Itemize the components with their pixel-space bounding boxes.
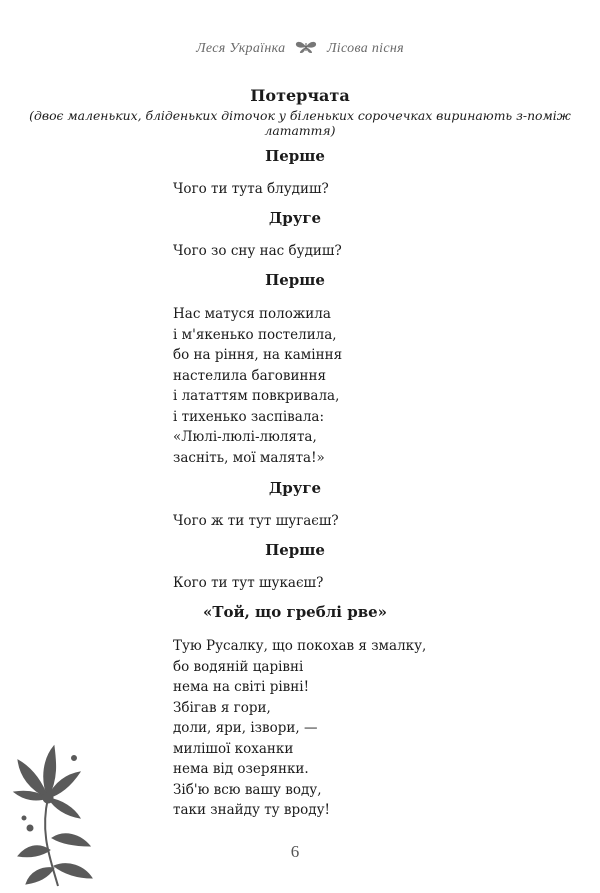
verse-line: доли, яри, ізвори, — <box>173 720 318 736</box>
verse-line: Кого ти тут шукаєш? <box>173 575 324 591</box>
scene-title: Потерчата <box>250 86 350 105</box>
verse-line: Тую Русалку, що покохав я змалку, <box>173 638 427 654</box>
verse-line: «Люлі-люлі-люлята, <box>173 429 317 445</box>
verse-block <box>173 636 426 821</box>
verse-line: Збігав я гори, <box>173 699 271 716</box>
stage-direction: (двоє маленьких, бліденьких діточок у біленьких сорочечках виринають з-поміж латаття) <box>29 108 571 138</box>
verse-line: Нас матуся положила <box>173 306 331 322</box>
verse-line: нема від озерянки. <box>173 761 309 777</box>
verse-line: таки знайду ту вроду! <box>173 802 330 818</box>
speaker-label: Друге <box>268 209 322 227</box>
verse-line: Чого зо сну нас будиш? <box>173 243 342 259</box>
verse-block <box>173 179 329 200</box>
butterfly-ornament-icon <box>293 40 319 59</box>
header-author: Леся Українка <box>196 41 286 56</box>
verse-line: Чого ти тута блудиш? <box>173 181 329 197</box>
verse-line: засніть, мої малята!» <box>173 449 325 466</box>
page-number: 6 <box>290 842 300 861</box>
speaker-label: Перше <box>265 271 325 289</box>
verse-block <box>173 304 342 468</box>
verse-block <box>173 511 339 532</box>
speaker-label: «Той, що греблі рве» <box>202 603 388 621</box>
verse-line: і тихенько заспівала: <box>173 408 324 425</box>
verse-line: бо водяній царівні <box>173 658 304 675</box>
verse-line: нема на світі рівні! <box>173 679 310 695</box>
floral-ornament-icon <box>10 738 110 888</box>
header-book-title: Лісова пісня <box>327 41 404 56</box>
verse-line: Зіб'ю всю вашу воду, <box>173 781 322 798</box>
speaker-label: Перше <box>265 541 325 559</box>
verse-block <box>173 241 342 262</box>
verse-line: милішої коханки <box>173 740 294 757</box>
running-header <box>0 40 600 59</box>
speaker-label: Перше <box>265 147 325 165</box>
verse-line: і м'якенько постелила, <box>173 326 337 343</box>
verse-line: бо на ріння, на каміння <box>173 347 343 363</box>
speaker-label: Друге <box>268 479 322 497</box>
verse-line: Чого ж ти тут шугаєш? <box>173 513 339 529</box>
verse-line: і лататтям повкривала, <box>173 388 340 404</box>
verse-block <box>173 573 323 594</box>
verse-line: настелила баговиння <box>173 367 327 384</box>
